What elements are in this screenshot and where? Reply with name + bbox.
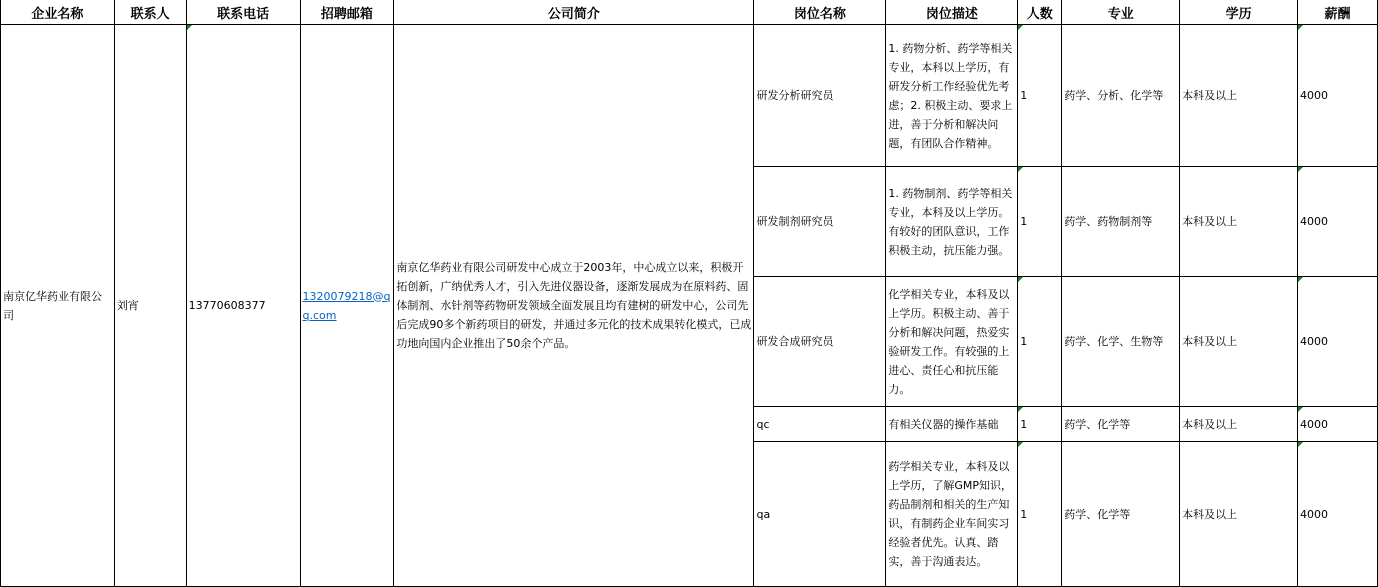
email-link[interactable]: 1320079218@qq.com	[302, 289, 391, 322]
cell-comment-marker	[1298, 167, 1303, 172]
header-row	[1, 0, 1378, 25]
major-cell[interactable]: 药学、化学、生物等	[1062, 277, 1180, 407]
count-value: 1	[1020, 335, 1028, 348]
description-cell[interactable]: 化学相关专业，本科及以上学历。积极主动、善于分析和解决问题，热爱实验研发工作。有较强的上进心、责任心和抗压能力。	[886, 277, 1018, 407]
salary-value: 4000	[1300, 89, 1329, 102]
header-count[interactable]: 人数	[1018, 0, 1062, 25]
count-cell[interactable]	[1018, 407, 1062, 442]
header-salary[interactable]: 薪酬	[1298, 0, 1378, 25]
count-value: 1	[1020, 89, 1028, 102]
cell-comment-marker	[1298, 277, 1303, 282]
contact-cell[interactable]: 刘宵	[114, 25, 186, 587]
description-cell[interactable]: 药学相关专业，本科及以上学历，了解GMP知识，药品制剂和相关的生产知识，有制药企业车间实习经验者优先。认真、踏实，善于沟通表达。	[886, 442, 1018, 587]
cell-comment-marker	[1018, 25, 1023, 30]
cell-comment-marker	[1298, 407, 1303, 412]
cell-comment-marker	[1018, 167, 1023, 172]
count-cell[interactable]	[1018, 167, 1062, 277]
header-education[interactable]: 学历	[1180, 0, 1298, 25]
header-description[interactable]: 岗位描述	[886, 0, 1018, 25]
intro-cell[interactable]: 南京亿华药业有限公司研发中心成立于2003年，中心成立以来，积极开拓创新，广纳优秀人才，引入先进仪器设备，逐渐发展成为在原料药、固体制剂、水针剂等药物研发领域全面发展且均有建树的研发中心，公司先后完成90多个新药项目的研发，并通过多元化的技术成果转化模式，已成功地向国内企业推出了50余个产品。	[394, 25, 754, 587]
position-cell[interactable]: 研发合成研究员	[754, 277, 886, 407]
cell-comment-marker	[1018, 442, 1023, 447]
cell-comment-marker	[1018, 407, 1023, 412]
education-cell[interactable]: 本科及以上	[1180, 407, 1298, 442]
count-cell[interactable]	[1018, 277, 1062, 407]
header-email[interactable]: 招聘邮箱	[300, 0, 394, 25]
cell-comment-marker	[187, 25, 192, 30]
salary-value: 4000	[1300, 335, 1329, 348]
count-value: 1	[1020, 417, 1028, 431]
education-cell[interactable]: 本科及以上	[1180, 25, 1298, 167]
position-cell[interactable]: qc	[754, 407, 886, 442]
email-cell[interactable]	[300, 25, 394, 587]
salary-value: 4000	[1300, 215, 1329, 228]
salary-cell[interactable]	[1298, 442, 1378, 587]
count-cell[interactable]	[1018, 442, 1062, 587]
salary-cell[interactable]	[1298, 25, 1378, 167]
education-cell[interactable]: 本科及以上	[1180, 277, 1298, 407]
major-cell[interactable]: 药学、化学等	[1062, 442, 1180, 587]
description-cell[interactable]: 1. 药物制剂、药学等相关专业，本科及以上学历。有较好的团队意识，工作积极主动，抗压能力强。	[886, 167, 1018, 277]
major-cell[interactable]: 药学、药物制剂等	[1062, 167, 1180, 277]
position-cell[interactable]: qa	[754, 442, 886, 587]
header-position[interactable]: 岗位名称	[754, 0, 886, 25]
header-contact[interactable]: 联系人	[114, 0, 186, 25]
header-phone[interactable]: 联系电话	[186, 0, 300, 25]
header-intro[interactable]: 公司简介	[394, 0, 754, 25]
company-name-cell[interactable]: 南京亿华药业有限公司	[1, 25, 115, 587]
description-cell[interactable]: 有相关仪器的操作基础	[886, 407, 1018, 442]
education-cell[interactable]: 本科及以上	[1180, 167, 1298, 277]
count-cell[interactable]	[1018, 25, 1062, 167]
header-major[interactable]: 专业	[1062, 0, 1180, 25]
position-cell[interactable]: 研发制剂研究员	[754, 167, 886, 277]
major-cell[interactable]: 药学、分析、化学等	[1062, 25, 1180, 167]
salary-cell[interactable]	[1298, 407, 1378, 442]
cell-comment-marker	[1018, 277, 1023, 282]
salary-cell[interactable]	[1298, 167, 1378, 277]
major-cell[interactable]: 药学、化学等	[1062, 407, 1180, 442]
count-value: 1	[1020, 215, 1028, 228]
table-row	[1, 25, 1378, 167]
count-value: 1	[1020, 507, 1028, 521]
phone-value: 13770608377	[188, 299, 266, 312]
salary-value: 4000	[1300, 417, 1329, 431]
position-cell[interactable]: 研发分析研究员	[754, 25, 886, 167]
phone-cell[interactable]	[186, 25, 300, 587]
cell-comment-marker	[1298, 442, 1303, 447]
salary-cell[interactable]	[1298, 277, 1378, 407]
education-cell[interactable]: 本科及以上	[1180, 442, 1298, 587]
description-cell[interactable]: 1. 药物分析、药学等相关专业，本科以上学历，有研发分析工作经验优先考虑；2. 积极主动、要求上进，善于分析和解决问题，有团队合作精神。	[886, 25, 1018, 167]
salary-value: 4000	[1300, 507, 1329, 521]
cell-comment-marker	[1298, 25, 1303, 30]
header-company-name[interactable]: 企业名称	[1, 0, 115, 25]
